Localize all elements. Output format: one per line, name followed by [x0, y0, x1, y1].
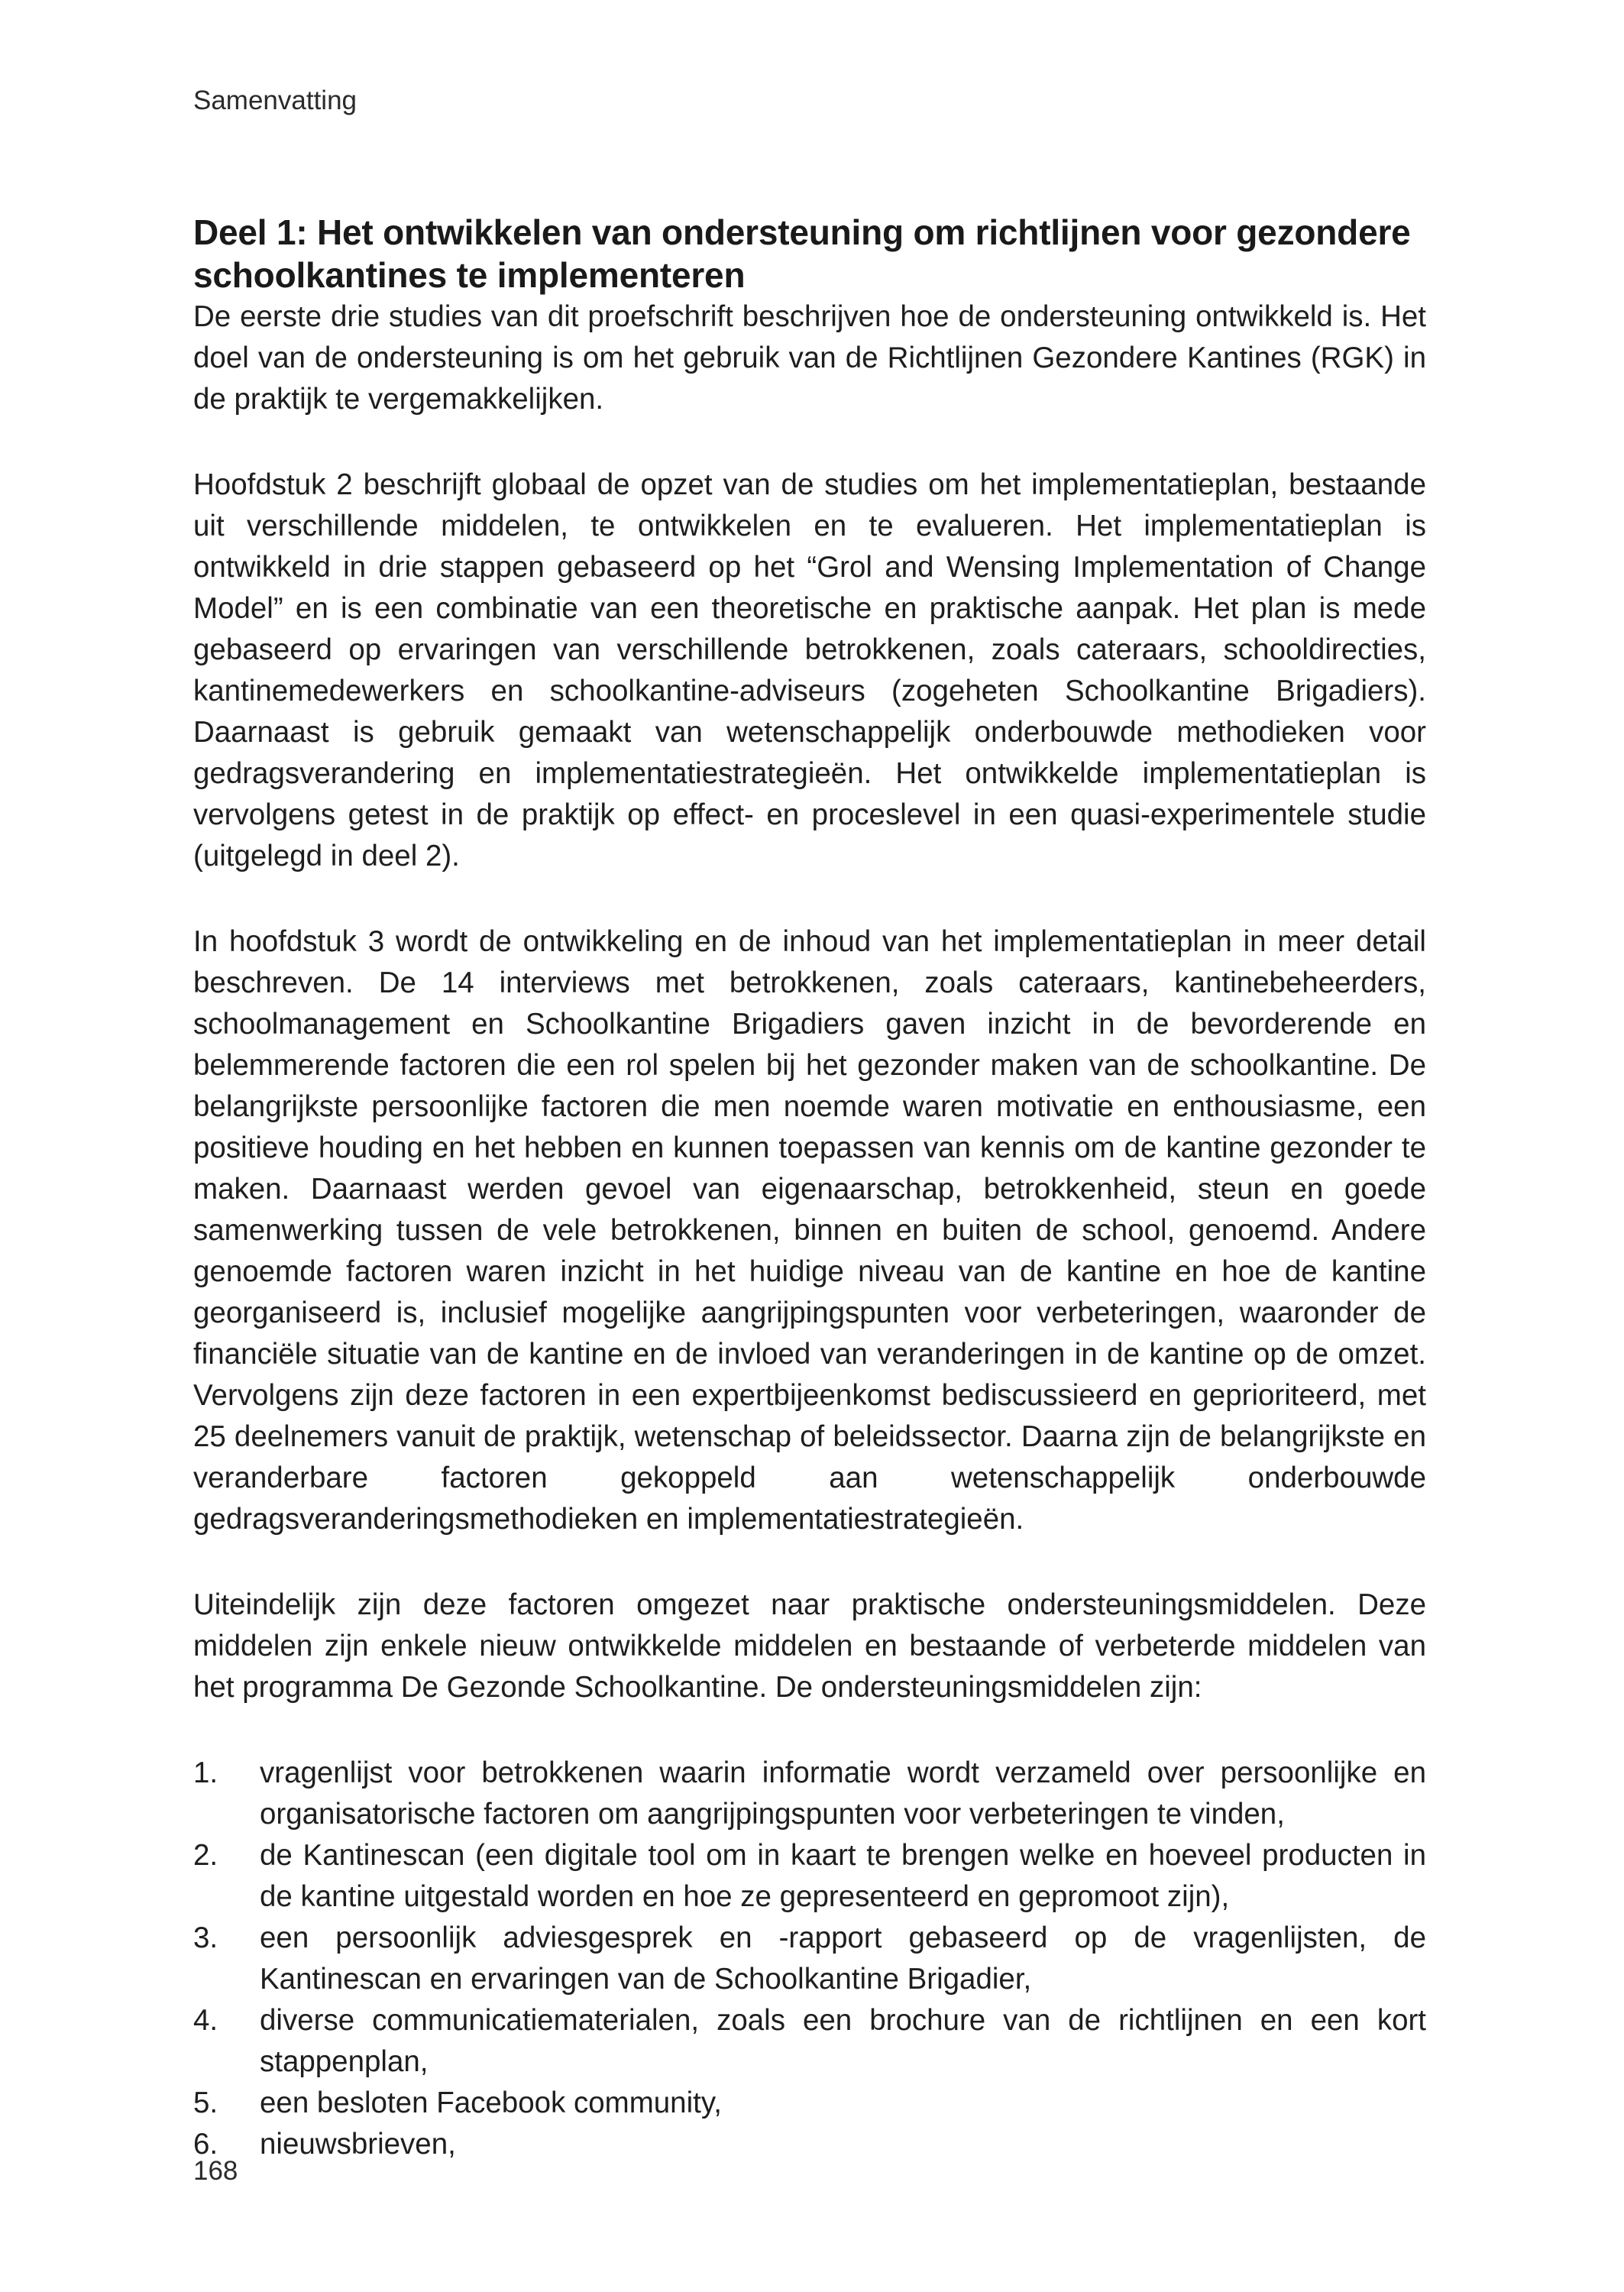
list-number: 5.	[193, 2086, 218, 2119]
paragraph-chapter-2: Hoofdstuk 2 beschrijft globaal de opzet van de studies om het implementatieplan, bestaande uit verschillende middelen, te ontwikkelen en te evalueren. Het implementatieplan is ontwikkeld in drie stappen gebaseerd op het “Grol and Wensing Implementation of Change Model” en is een combinatie van een theoretische en praktische aanpak. Het plan is mede gebaseerd op ervaringen van verschillende betrokkenen, zoals cateraars, schooldirecties, kantinemedewerkers en schoolkantine-adviseurs (zogeheten Schoolkantine Brigadiers). Daarnaast is gebruik gemaakt van wetenschappelijk onderbouwde methodieken voor gedragsverandering en implementatiestrategieën. Het ontwikkelde implementatieplan is vervolgens getest in de praktijk op effect- en proceslevel in een quasi-experimentele studie (uitgelegd in deel 2).	[193, 468, 1426, 872]
list-number: 1.	[193, 1756, 218, 1789]
list-text: een persoonlijk adviesgesprek en -rapport gebaseerd op de vragenlijsten, de Kantinescan en ervaringen van de Schoolkantine Brigadier,	[260, 1921, 1426, 1996]
list-item	[193, 1835, 1426, 1918]
list-number: 4.	[193, 2004, 218, 2037]
list-text: vragenlijst voor betrokkenen waarin informatie wordt verzameld over persoonlijke en organisatorische factoren om aangrijpingspunten voor verbeteringen te vinden,	[260, 1756, 1426, 1831]
list-text: nieuwsbrieven,	[260, 2128, 456, 2161]
list-item	[193, 2083, 1426, 2124]
list-text: een besloten Facebook community,	[260, 2086, 722, 2119]
list-number: 2.	[193, 1839, 218, 1872]
section-title: Deel 1: Het ontwikkelen van ondersteuning om richtlijnen voor gezondere schoolkantines te implementeren	[193, 212, 1411, 295]
page-number: 168	[193, 2156, 238, 2186]
paragraph-support-tools: Uiteindelijk zijn deze factoren omgezet naar praktische ondersteuningsmiddelen. Deze middelen zijn enkele nieuw ontwikkelde middelen en bestaande of verbeterde middelen van het programma De Gezonde Schoolkantine. De ondersteuningsmiddelen zijn:	[193, 1588, 1426, 1704]
list-item	[193, 2000, 1426, 2083]
list-number: 6.	[193, 2128, 218, 2161]
list-text: diverse communicatiematerialen, zoals een brochure van de richtlijnen en een kort stappenplan,	[260, 2004, 1426, 2078]
list-item	[193, 1918, 1426, 2000]
paragraph-intro: De eerste drie studies van dit proefschrift beschrijven hoe de ondersteuning ontwikkeld is. Het doel van de ondersteuning is om het gebruik van de Richtlijnen Gezondere Kantines (RGK) in de praktijk te vergemakkelijken.	[193, 300, 1426, 416]
support-tools-list	[193, 1753, 1426, 2165]
list-text: de Kantinescan (een digitale tool om in kaart te brengen welke en hoeveel producten in de kantine uitgestald worden en hoe ze gepresenteerd en gepromoot zijn),	[260, 1839, 1426, 1913]
running-header: Samenvatting	[193, 86, 357, 115]
list-item	[193, 2124, 1426, 2165]
page-content	[193, 211, 1426, 2165]
list-item	[193, 1753, 1426, 1835]
list-number: 3.	[193, 1921, 218, 1954]
paragraph-chapter-3: In hoofdstuk 3 wordt de ontwikkeling en de inhoud van het implementatieplan in meer detail beschreven. De 14 interviews met betrokkenen, zoals cateraars, kantinebeheerders, schoolmanagement en Schoolkantine Brigadiers gaven inzicht in de bevorderende en belemmerende factoren die een rol spelen bij het gezonder maken van de schoolkantine. De belangrijkste persoonlijke factoren die men noemde waren motivatie en enthousiasme, een positieve houding en het hebben en kunnen toepassen van kennis om de kantine gezonder te maken. Daarnaast werden gevoel van eigenaarschap, betrokkenheid, steun en goede samenwerking tussen de vele betrokkenen, binnen en buiten de school, genoemd. Andere genoemde factoren waren inzicht in het huidige niveau van de kantine en hoe de kantine georganiseerd is, inclusief mogelijke aangrijpingspunten voor verbeteringen, waaronder de financiële situatie van de kantine en de invloed van veranderingen in de kantine op de omzet. Vervolgens zijn deze factoren in een expertbijeenkomst bediscussieerd en geprioriteerd, met 25 deelnemers vanuit de praktijk, wetenschap of beleidssector. Daarna zijn de belangrijkste en veranderbare factoren gekoppeld aan wetenschappelijk onderbouwde gedragsveranderingsmethodieken en implementatiestrategieën.	[193, 925, 1426, 1536]
